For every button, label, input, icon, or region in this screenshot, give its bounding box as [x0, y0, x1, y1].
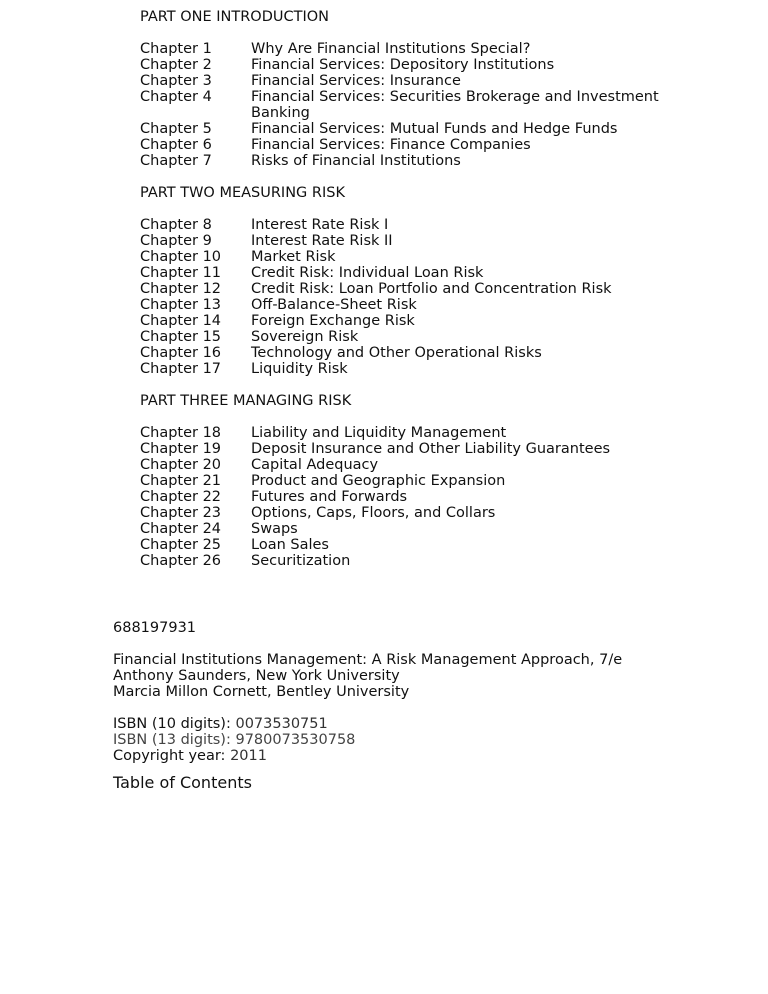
chapter-title: Liability and Liquidity Management	[251, 425, 507, 441]
chapter-title: Financial Services: Finance Companies	[251, 137, 531, 153]
isbn10-label: ISBN (10 digits):	[113, 716, 231, 732]
chapter-number: Chapter 22	[140, 489, 222, 505]
chapter-row	[140, 425, 660, 441]
chapter-title: Credit Risk: Individual Loan Risk	[251, 265, 484, 281]
chapter-row	[140, 73, 660, 89]
chapter-number: Chapter 3	[140, 73, 212, 89]
isbn10-value: 0073530751	[235, 716, 328, 732]
chapter-title: Loan Sales	[251, 537, 329, 553]
chapter-number: Chapter 12	[140, 281, 222, 297]
part-section	[140, 9, 660, 185]
chapter-title: Interest Rate Risk II	[251, 233, 393, 249]
chapter-row	[140, 137, 660, 153]
chapter-row	[140, 361, 660, 377]
chapter-title: Why Are Financial Institutions Special?	[251, 41, 531, 57]
chapter-title: Financial Services: Depository Institutions	[251, 57, 555, 73]
isbn13-label: ISBN (13 digits):	[113, 732, 231, 748]
chapter-title: Financial Services: Insurance	[251, 73, 461, 89]
chapter-number: Chapter 21	[140, 473, 222, 489]
part-title: PART TWO MEASURING RISK	[140, 185, 345, 201]
chapter-row	[140, 57, 660, 73]
chapter-row	[140, 505, 660, 521]
chapter-number: Chapter 18	[140, 425, 222, 441]
chapter-row	[140, 473, 660, 489]
isbn10-line	[113, 716, 653, 732]
chapter-number: Chapter 1	[140, 41, 212, 57]
isbn13-value: 9780073530758	[235, 732, 356, 748]
part-section	[140, 393, 660, 569]
chapter-title: Technology and Other Operational Risks	[251, 345, 542, 361]
chapter-row	[140, 313, 660, 329]
chapter-row	[140, 489, 660, 505]
chapter-number: Chapter 7	[140, 153, 212, 169]
chapter-number: Chapter 5	[140, 121, 212, 137]
chapter-title: Swaps	[251, 521, 298, 537]
chapter-row	[140, 537, 660, 553]
chapter-number: Chapter 8	[140, 217, 212, 233]
chapter-number: Chapter 20	[140, 457, 222, 473]
chapter-row	[140, 233, 660, 249]
chapter-number: Chapter 14	[140, 313, 222, 329]
chapter-title: Liquidity Risk	[251, 361, 348, 377]
chapter-number: Chapter 24	[140, 521, 222, 537]
chapter-number: Chapter 6	[140, 137, 212, 153]
chapter-row	[140, 457, 660, 473]
chapter-title: Market Risk	[251, 249, 336, 265]
part-title: PART THREE MANAGING RISK	[140, 393, 352, 409]
chapter-number: Chapter 10	[140, 249, 222, 265]
chapter-title: Foreign Exchange Risk	[251, 313, 415, 329]
chapter-row	[140, 297, 660, 313]
copyright-value: 2011	[230, 748, 267, 764]
chapter-title: Financial Services: Securities Brokerage and Investment Banking	[251, 89, 659, 121]
chapter-row	[140, 521, 660, 537]
chapter-row	[140, 121, 660, 137]
chapter-number: Chapter 15	[140, 329, 222, 345]
chapter-row	[140, 41, 660, 57]
chapter-number: Chapter 11	[140, 265, 222, 281]
chapter-title: Sovereign Risk	[251, 329, 359, 345]
chapter-title: Deposit Insurance and Other Liability Guarantees	[251, 441, 611, 457]
chapter-row	[140, 441, 660, 457]
author-1: Anthony Saunders, New York University	[113, 668, 400, 684]
part-section	[140, 185, 660, 393]
chapter-number: Chapter 17	[140, 361, 222, 377]
chapter-row	[140, 249, 660, 265]
chapter-row	[140, 217, 660, 233]
copyright-label: Copyright year:	[113, 748, 226, 764]
book-title: Financial Institutions Management: A Risk Management Approach, 7/e	[113, 652, 623, 668]
chapter-title: Financial Services: Mutual Funds and Hedge Funds	[251, 121, 618, 137]
chapter-number: Chapter 23	[140, 505, 222, 521]
author-2: Marcia Millon Cornett, Bentley University	[113, 684, 410, 700]
chapter-title: Futures and Forwards	[251, 489, 408, 505]
chapter-number: Chapter 4	[140, 89, 212, 105]
chapter-number: Chapter 13	[140, 297, 222, 313]
chapter-title: Risks of Financial Institutions	[251, 153, 461, 169]
chapter-number: Chapter 26	[140, 553, 222, 569]
chapter-number: Chapter 16	[140, 345, 222, 361]
chapter-title: Options, Caps, Floors, and Collars	[251, 505, 496, 521]
chapter-title: Securitization	[251, 553, 351, 569]
chapter-title: Credit Risk: Loan Portfolio and Concentration Risk	[251, 281, 612, 297]
chapter-title: Product and Geographic Expansion	[251, 473, 506, 489]
chapter-row	[140, 89, 660, 121]
chapter-number: Chapter 9	[140, 233, 212, 249]
chapter-row	[140, 265, 660, 281]
chapter-title: Off-Balance-Sheet Risk	[251, 297, 417, 313]
chapter-number: Chapter 2	[140, 57, 212, 73]
chapter-title: Interest Rate Risk I	[251, 217, 389, 233]
chapter-row	[140, 153, 660, 169]
chapter-row	[140, 345, 660, 361]
copyright-line	[113, 748, 653, 764]
toc-heading: Table of Contents	[113, 773, 252, 792]
isbn13-line	[113, 732, 653, 748]
chapter-number: Chapter 25	[140, 537, 222, 553]
chapter-row	[140, 281, 660, 297]
chapter-number: Chapter 19	[140, 441, 222, 457]
part-title: PART ONE INTRODUCTION	[140, 9, 330, 25]
id-number: 688197931	[113, 620, 197, 636]
chapter-row	[140, 329, 660, 345]
book-info	[113, 620, 653, 792]
chapter-row	[140, 553, 660, 569]
chapter-title: Capital Adequacy	[251, 457, 379, 473]
table-of-contents-list	[140, 9, 660, 569]
